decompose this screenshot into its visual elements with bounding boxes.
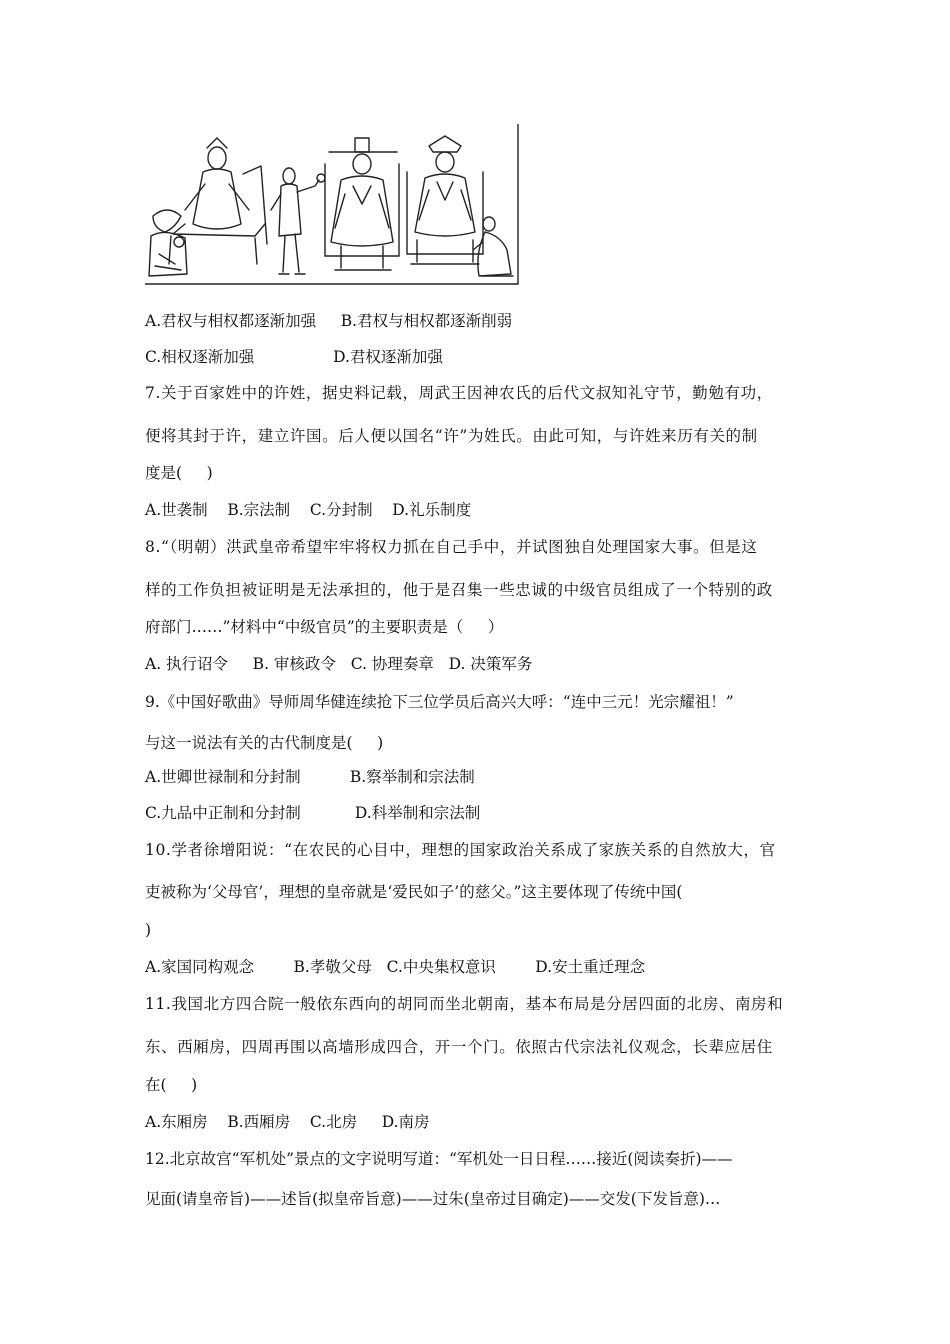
scene-enthroned-official xyxy=(325,138,399,270)
q8-stem-line3: 府部门……”材料中“中级官员”的主要职责是（ ） xyxy=(145,618,504,636)
scene-seated-ruler xyxy=(149,138,267,276)
q6-options-line2: C.相权逐渐加强 D.君权逐渐加强 xyxy=(145,348,443,366)
q12-stem-line1: 12.北京故宫“军机处”景点的文字说明写道：“军机处一日日程……接近(阅读奏折)—— xyxy=(145,1150,733,1168)
q9-options-line1: A.世卿世禄制和分封制 B.察举制和宗法制 xyxy=(145,768,475,786)
q7-stem-line3: 度是( ) xyxy=(145,464,213,482)
q7-stem-line1: 7.关于百家姓中的许姓，据史料记载，周武王因神农氏的后代文叔知礼守节，勤勉有功， xyxy=(145,384,773,402)
q6-options-line1: A.君权与相权都逐渐加强 B.君权与相权都逐渐削弱 xyxy=(145,312,513,330)
q11-stem-line1: 11.我国北方四合院一般依东西向的胡同而坐北朝南，基本布局是分居四面的北房、南房和 xyxy=(145,995,784,1013)
q10-options: A.家国同构观念 B.孝敬父母 C.中央集权意识 D.安土重迁理念 xyxy=(145,958,646,976)
q11-stem-line3: 在( ) xyxy=(145,1076,198,1094)
q9-stem-line1: 9.《中国好歌曲》导师周华健连续抢下三位学员后高兴大呼：“连中三元！光宗耀祖！” xyxy=(145,693,734,711)
q11-stem-line2: 东、西厢房，四周再围以高墙形成四合，开一个门。依照古代宗法礼仪观念，长辈应居住 xyxy=(145,1038,773,1056)
q7-stem-line2: 便将其封于许，建立许国。后人便以国名“许”为姓氏。由此可知，与许姓来历有关的制 xyxy=(145,427,758,445)
q8-options: A. 执行诏令 B. 审核政令 C. 协理奏章 D. 决策军务 xyxy=(145,655,533,673)
q11-options: A.东厢房 B.西厢房 C.北房 D.南房 xyxy=(145,1113,430,1131)
historical-figures-illustration xyxy=(145,124,521,286)
q9-options-line2: C.九品中正制和分封制 D.科举制和宗法制 xyxy=(145,804,481,822)
scene-standing-attendant xyxy=(271,168,325,274)
q10-stem-line2: 吏被称为‘父母官’，理想的皇帝就是‘爱民如子’的慈父。”这主要体现了传统中国( xyxy=(145,883,683,901)
q8-stem-line1: 8.“（明朝）洪武皇帝希望牢牢将权力抓在自己手中，并试图独自处理国家大事。但是这 xyxy=(145,538,758,556)
q12-stem-line2: 见面(请皇帝旨)——述旨(拟皇帝旨意)——过朱(皇帝过目确定)——交发(下发旨意)… xyxy=(145,1190,721,1208)
scene-official-and-kneeling-minister xyxy=(407,136,513,276)
q10-stem-line3: ) xyxy=(145,921,152,939)
q10-stem-line1: 10.学者徐增阳说：“在农民的心目中，理想的国家政治关系成了家族关系的自然放大，官 xyxy=(145,841,776,859)
q8-stem-line2: 样的工作负担被证明是无法承担的，他于是召集一些忠诚的中级官员组成了一个特别的政 xyxy=(145,581,773,599)
q9-stem-line2: 与这一说法有关的古代制度是( ) xyxy=(145,734,384,752)
q7-options: A.世袭制 B.宗法制 C.分封制 D.礼乐制度 xyxy=(145,501,472,519)
